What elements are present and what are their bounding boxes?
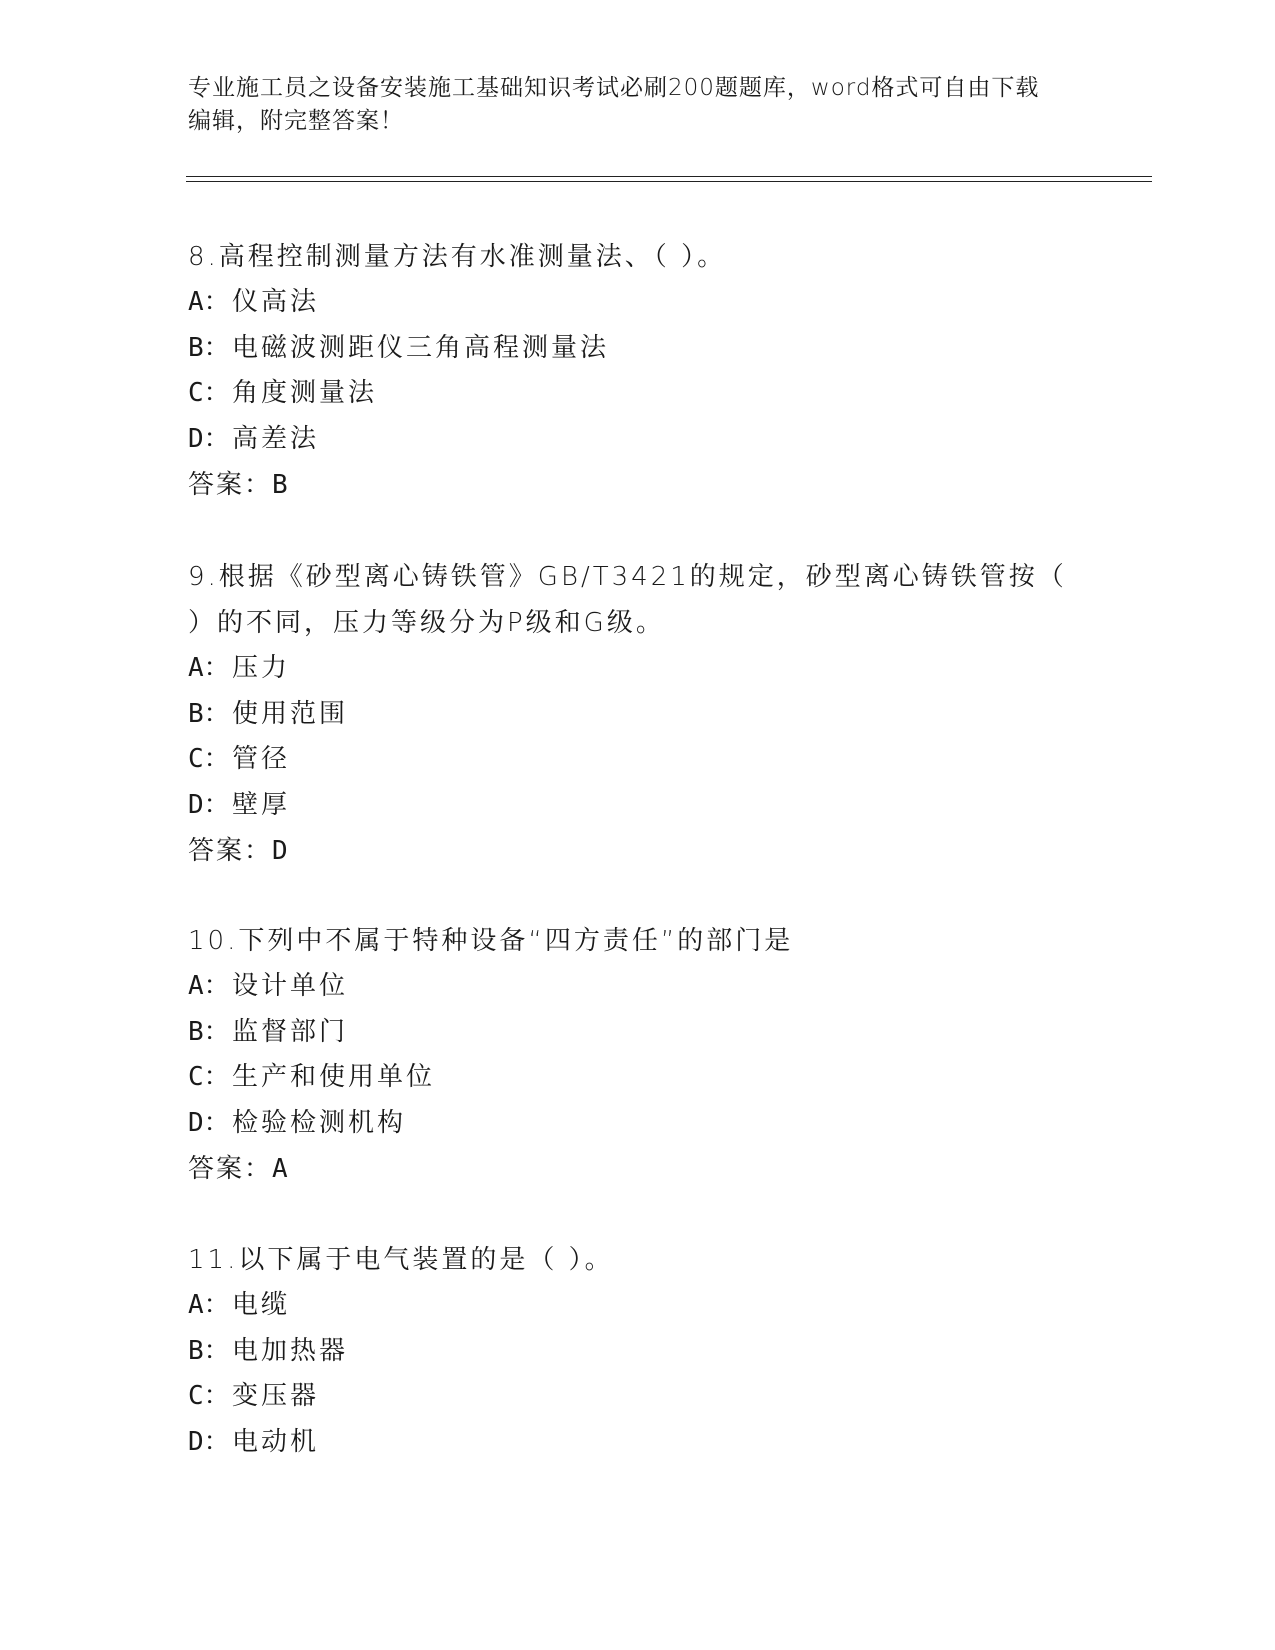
answer-value: D bbox=[272, 836, 290, 866]
option-b bbox=[188, 326, 1088, 372]
option-key: A： bbox=[188, 1290, 230, 1320]
question-10 bbox=[188, 918, 1088, 1192]
answer-line bbox=[188, 462, 1088, 508]
question-stem: 8.高程控制测量方法有水准测量法、（ ）。 bbox=[188, 242, 727, 272]
document-header bbox=[188, 72, 1088, 138]
option-text: 电加热器 bbox=[232, 1335, 349, 1366]
option-c bbox=[188, 1055, 1088, 1101]
option-key: C： bbox=[188, 1062, 230, 1092]
option-key: A： bbox=[188, 653, 230, 683]
option-text: 使用范围 bbox=[232, 698, 349, 729]
option-key: A： bbox=[188, 971, 230, 1001]
header-divider-top bbox=[186, 176, 1152, 177]
option-key: C： bbox=[188, 378, 230, 408]
option-text: 压力 bbox=[232, 653, 291, 683]
answer-value: A bbox=[272, 1154, 290, 1184]
answer-value: B bbox=[272, 470, 290, 500]
option-text: 电缆 bbox=[232, 1290, 291, 1320]
option-text: 壁厚 bbox=[232, 789, 291, 820]
question-stem: 11.以下属于电气装置的是（ ）。 bbox=[188, 1245, 614, 1275]
option-a bbox=[188, 964, 1088, 1010]
option-key: B： bbox=[188, 332, 230, 363]
question-11 bbox=[188, 1237, 1088, 1465]
option-text: 监督部门 bbox=[232, 1016, 349, 1047]
option-b bbox=[188, 1329, 1088, 1375]
option-key: D： bbox=[188, 789, 230, 820]
option-text: 电动机 bbox=[232, 1426, 320, 1457]
option-key: C： bbox=[188, 744, 230, 774]
option-b bbox=[188, 692, 1088, 738]
question-8 bbox=[188, 234, 1088, 508]
option-key: C： bbox=[188, 1381, 230, 1411]
answer-label: 答案： bbox=[188, 1154, 273, 1184]
option-c bbox=[188, 1374, 1088, 1420]
question-stem: 9.根据《砂型离心铸铁管》GB/T3421的规定，砂型离心铸铁管按（ ）的不同，压力等级分为P级和G级。 bbox=[188, 562, 1067, 638]
option-key: B： bbox=[188, 1016, 230, 1047]
option-a bbox=[188, 1283, 1088, 1329]
answer-line bbox=[188, 1146, 1088, 1192]
option-text: 角度测量法 bbox=[232, 378, 378, 408]
answer-label: 答案： bbox=[188, 836, 273, 866]
option-text: 管径 bbox=[232, 744, 291, 774]
option-c bbox=[188, 371, 1088, 417]
option-d bbox=[188, 1101, 1088, 1147]
answer-line bbox=[188, 828, 1088, 874]
option-d bbox=[188, 417, 1088, 463]
option-key: B： bbox=[188, 698, 230, 729]
header-line-2: 编辑，附完整答案！ bbox=[188, 108, 404, 134]
option-text: 电磁波测距仪三角高程测量法 bbox=[232, 332, 610, 363]
option-a bbox=[188, 646, 1088, 692]
option-text: 检验检测机构 bbox=[232, 1107, 407, 1138]
option-a bbox=[188, 280, 1088, 326]
header-line-1: 专业施工员之设备安装施工基础知识考试必刷200题题库，word格式可自由下载 bbox=[188, 75, 1040, 101]
option-text: 设计单位 bbox=[232, 971, 349, 1001]
option-d bbox=[188, 1420, 1088, 1466]
option-d bbox=[188, 783, 1088, 829]
option-text: 生产和使用单位 bbox=[232, 1062, 436, 1092]
option-c bbox=[188, 737, 1088, 783]
option-text: 仪高法 bbox=[232, 287, 320, 317]
option-b bbox=[188, 1010, 1088, 1056]
question-9 bbox=[188, 554, 1088, 874]
option-key: D： bbox=[188, 423, 230, 454]
option-key: D： bbox=[188, 1426, 230, 1457]
option-key: A： bbox=[188, 287, 230, 317]
header-divider-bottom bbox=[186, 181, 1152, 182]
option-key: D： bbox=[188, 1107, 230, 1138]
option-key: B： bbox=[188, 1335, 230, 1366]
option-text: 变压器 bbox=[232, 1381, 320, 1411]
question-stem: 10.下列中不属于特种设备“四方责任”的部门是 bbox=[188, 926, 794, 956]
answer-label: 答案： bbox=[188, 470, 273, 500]
option-text: 高差法 bbox=[232, 423, 320, 454]
